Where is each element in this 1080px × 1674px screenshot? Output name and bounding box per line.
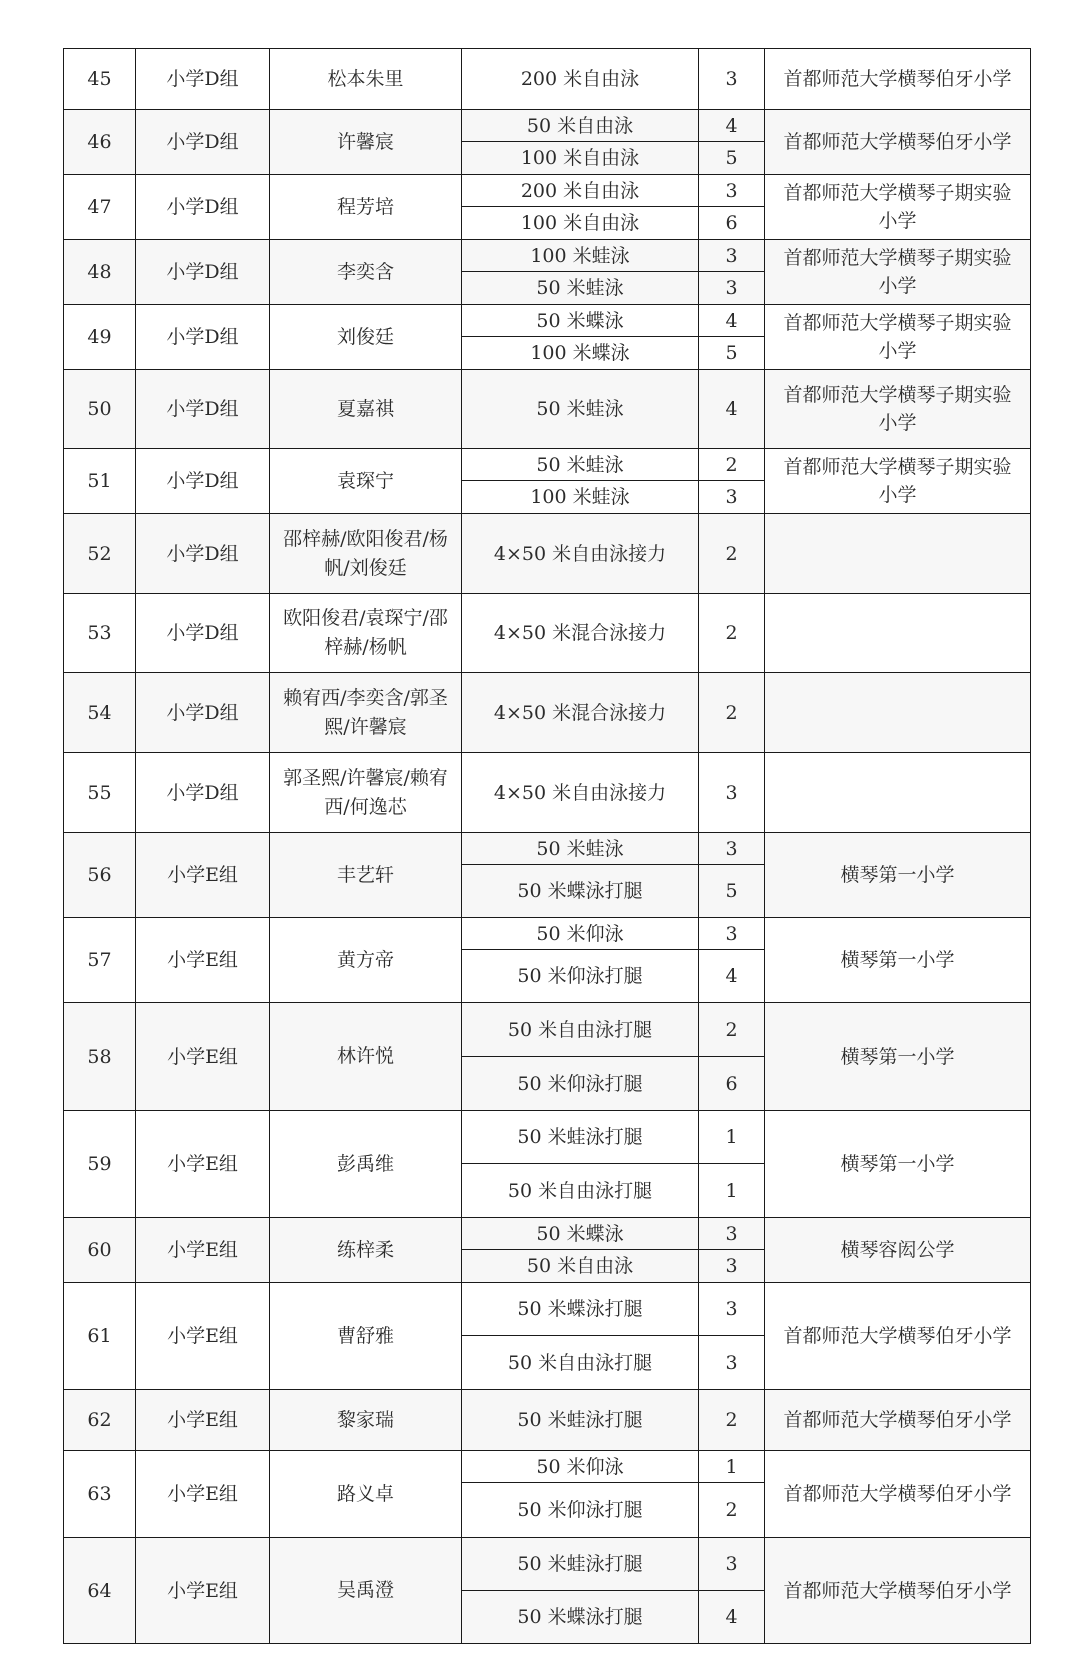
cell-group: 小学E组	[136, 1111, 270, 1218]
cell-number: 45	[64, 49, 136, 110]
cell-athlete-name: 夏嘉祺	[270, 370, 462, 449]
cell-number: 63	[64, 1451, 136, 1538]
table-row	[64, 49, 1031, 110]
cell-rank: 3	[699, 49, 765, 110]
cell-school: 横琴容闳公学	[765, 1218, 1031, 1283]
cell-rank: 4	[699, 110, 765, 142]
cell-rank: 5	[699, 865, 765, 918]
cell-rank: 3	[699, 272, 765, 305]
cell-rank: 4	[699, 370, 765, 449]
table-row	[64, 1218, 1031, 1250]
table-row	[64, 240, 1031, 272]
table-row	[64, 449, 1031, 481]
cell-school: 横琴第一小学	[765, 833, 1031, 918]
cell-rank: 6	[699, 207, 765, 240]
cell-rank: 4	[699, 305, 765, 337]
cell-athlete-name: 邵梓赫/欧阳俊君/杨帆/刘俊廷	[270, 514, 462, 594]
cell-event: 100 米自由泳	[462, 207, 699, 240]
cell-event: 50 米蛙泳	[462, 449, 699, 481]
cell-school	[765, 514, 1031, 594]
cell-event: 50 米自由泳打腿	[462, 1003, 699, 1057]
cell-rank: 1	[699, 1451, 765, 1483]
cell-rank: 3	[699, 918, 765, 950]
table-row	[64, 1111, 1031, 1164]
cell-rank: 3	[699, 1218, 765, 1250]
cell-rank: 6	[699, 1057, 765, 1111]
cell-number: 56	[64, 833, 136, 918]
cell-group: 小学E组	[136, 1538, 270, 1644]
cell-athlete-name: 黎家瑞	[270, 1390, 462, 1451]
cell-school: 横琴第一小学	[765, 1003, 1031, 1111]
cell-group: 小学D组	[136, 240, 270, 305]
cell-group: 小学E组	[136, 1451, 270, 1538]
cell-school: 首都师范大学横琴伯牙小学	[765, 110, 1031, 175]
cell-rank: 2	[699, 449, 765, 481]
cell-rank: 1	[699, 1111, 765, 1164]
cell-event: 4×50 米自由泳接力	[462, 514, 699, 594]
cell-group: 小学E组	[136, 1390, 270, 1451]
cell-event: 50 米自由泳	[462, 1250, 699, 1283]
cell-event: 50 米蛙泳	[462, 370, 699, 449]
cell-event: 50 米蝶泳打腿	[462, 1283, 699, 1336]
cell-rank: 3	[699, 175, 765, 207]
cell-athlete-name: 黄方帝	[270, 918, 462, 1003]
cell-event: 50 米仰泳打腿	[462, 950, 699, 1003]
cell-event: 200 米自由泳	[462, 49, 699, 110]
cell-group: 小学E组	[136, 918, 270, 1003]
cell-event: 50 米蝶泳打腿	[462, 865, 699, 918]
cell-rank: 3	[699, 481, 765, 514]
cell-athlete-name: 赖宥西/李奕含/郭圣熙/许馨宸	[270, 673, 462, 753]
cell-group: 小学D组	[136, 673, 270, 753]
cell-number: 51	[64, 449, 136, 514]
cell-athlete-name: 欧阳俊君/袁琛宁/邵梓赫/杨帆	[270, 594, 462, 673]
cell-school	[765, 594, 1031, 673]
cell-event: 50 米蛙泳	[462, 272, 699, 305]
cell-event: 50 米蛙泳打腿	[462, 1390, 699, 1451]
cell-rank: 4	[699, 1591, 765, 1644]
cell-rank: 3	[699, 1283, 765, 1336]
cell-school: 横琴第一小学	[765, 918, 1031, 1003]
cell-school: 首都师范大学横琴伯牙小学	[765, 1538, 1031, 1644]
table-row	[64, 833, 1031, 865]
cell-number: 57	[64, 918, 136, 1003]
cell-rank: 2	[699, 594, 765, 673]
cell-event: 50 米仰泳打腿	[462, 1057, 699, 1111]
cell-group: 小学D组	[136, 594, 270, 673]
cell-rank: 1	[699, 1164, 765, 1218]
cell-event: 50 米蛙泳打腿	[462, 1111, 699, 1164]
table-row	[64, 175, 1031, 207]
cell-event: 50 米仰泳	[462, 918, 699, 950]
cell-group: 小学D组	[136, 110, 270, 175]
cell-group: 小学E组	[136, 1003, 270, 1111]
cell-number: 59	[64, 1111, 136, 1218]
cell-school: 横琴第一小学	[765, 1111, 1031, 1218]
cell-rank: 5	[699, 142, 765, 175]
cell-group: 小学D组	[136, 753, 270, 833]
cell-school: 首都师范大学横琴伯牙小学	[765, 1390, 1031, 1451]
cell-rank: 2	[699, 1483, 765, 1538]
cell-rank: 5	[699, 337, 765, 370]
cell-athlete-name: 程芳培	[270, 175, 462, 240]
cell-rank: 2	[699, 514, 765, 594]
cell-event: 50 米蛙泳打腿	[462, 1538, 699, 1591]
cell-group: 小学D组	[136, 514, 270, 594]
table-row	[64, 514, 1031, 594]
cell-group: 小学D组	[136, 49, 270, 110]
cell-rank: 2	[699, 1003, 765, 1057]
cell-number: 53	[64, 594, 136, 673]
cell-event: 50 米自由泳	[462, 110, 699, 142]
cell-number: 52	[64, 514, 136, 594]
cell-athlete-name: 曹舒雅	[270, 1283, 462, 1390]
cell-group: 小学E组	[136, 833, 270, 918]
results-table	[63, 48, 1031, 1644]
cell-school: 首都师范大学横琴伯牙小学	[765, 1451, 1031, 1538]
cell-number: 58	[64, 1003, 136, 1111]
cell-number: 61	[64, 1283, 136, 1390]
cell-event: 4×50 米混合泳接力	[462, 594, 699, 673]
cell-rank: 3	[699, 1336, 765, 1390]
cell-rank: 4	[699, 950, 765, 1003]
table-row	[64, 918, 1031, 950]
cell-athlete-name: 袁琛宁	[270, 449, 462, 514]
cell-rank: 2	[699, 673, 765, 753]
cell-event: 100 米自由泳	[462, 142, 699, 175]
cell-event: 100 米蛙泳	[462, 240, 699, 272]
cell-athlete-name: 李奕含	[270, 240, 462, 305]
cell-group: 小学D组	[136, 175, 270, 240]
cell-event: 50 米蝶泳	[462, 305, 699, 337]
table-row	[64, 753, 1031, 833]
cell-event: 50 米蝶泳打腿	[462, 1591, 699, 1644]
table-row	[64, 305, 1031, 337]
cell-school: 首都师范大学横琴子期实验小学	[765, 370, 1031, 449]
cell-event: 100 米蝶泳	[462, 337, 699, 370]
cell-school: 首都师范大学横琴子期实验小学	[765, 240, 1031, 305]
cell-event: 4×50 米混合泳接力	[462, 673, 699, 753]
cell-event: 50 米自由泳打腿	[462, 1336, 699, 1390]
cell-school: 首都师范大学横琴子期实验小学	[765, 305, 1031, 370]
table-row	[64, 370, 1031, 449]
cell-group: 小学E组	[136, 1218, 270, 1283]
cell-athlete-name: 练梓柔	[270, 1218, 462, 1283]
results-table-body	[64, 49, 1031, 1644]
cell-group: 小学D组	[136, 449, 270, 514]
table-row	[64, 673, 1031, 753]
cell-school: 首都师范大学横琴子期实验小学	[765, 449, 1031, 514]
cell-athlete-name: 丰艺轩	[270, 833, 462, 918]
cell-school: 首都师范大学横琴伯牙小学	[765, 49, 1031, 110]
cell-athlete-name: 林许悦	[270, 1003, 462, 1111]
cell-school	[765, 753, 1031, 833]
cell-school: 首都师范大学横琴伯牙小学	[765, 1283, 1031, 1390]
cell-event: 100 米蛙泳	[462, 481, 699, 514]
cell-number: 46	[64, 110, 136, 175]
cell-number: 48	[64, 240, 136, 305]
table-row	[64, 1538, 1031, 1591]
cell-rank: 2	[699, 1390, 765, 1451]
table-row	[64, 1390, 1031, 1451]
cell-athlete-name: 刘俊廷	[270, 305, 462, 370]
cell-event: 4×50 米自由泳接力	[462, 753, 699, 833]
cell-group: 小学D组	[136, 370, 270, 449]
cell-event: 50 米仰泳	[462, 1451, 699, 1483]
table-row	[64, 110, 1031, 142]
cell-group: 小学D组	[136, 305, 270, 370]
cell-event: 50 米仰泳打腿	[462, 1483, 699, 1538]
cell-athlete-name: 松本朱里	[270, 49, 462, 110]
cell-number: 54	[64, 673, 136, 753]
cell-number: 55	[64, 753, 136, 833]
cell-rank: 3	[699, 1538, 765, 1591]
cell-number: 60	[64, 1218, 136, 1283]
table-row	[64, 594, 1031, 673]
table-row	[64, 1003, 1031, 1057]
table-row	[64, 1283, 1031, 1336]
cell-rank: 3	[699, 833, 765, 865]
cell-number: 62	[64, 1390, 136, 1451]
table-row	[64, 1451, 1031, 1483]
cell-athlete-name: 吴禹澄	[270, 1538, 462, 1644]
cell-event: 50 米蛙泳	[462, 833, 699, 865]
cell-rank: 3	[699, 1250, 765, 1283]
cell-school: 首都师范大学横琴子期实验小学	[765, 175, 1031, 240]
cell-athlete-name: 许馨宸	[270, 110, 462, 175]
cell-school	[765, 673, 1031, 753]
cell-athlete-name: 彭禹维	[270, 1111, 462, 1218]
cell-number: 50	[64, 370, 136, 449]
cell-number: 47	[64, 175, 136, 240]
cell-event: 200 米自由泳	[462, 175, 699, 207]
cell-rank: 3	[699, 240, 765, 272]
cell-athlete-name: 郭圣熙/许馨宸/赖宥西/何逸芯	[270, 753, 462, 833]
cell-rank: 3	[699, 753, 765, 833]
cell-event: 50 米自由泳打腿	[462, 1164, 699, 1218]
cell-number: 64	[64, 1538, 136, 1644]
cell-group: 小学E组	[136, 1283, 270, 1390]
cell-athlete-name: 路义卓	[270, 1451, 462, 1538]
cell-event: 50 米蝶泳	[462, 1218, 699, 1250]
cell-number: 49	[64, 305, 136, 370]
